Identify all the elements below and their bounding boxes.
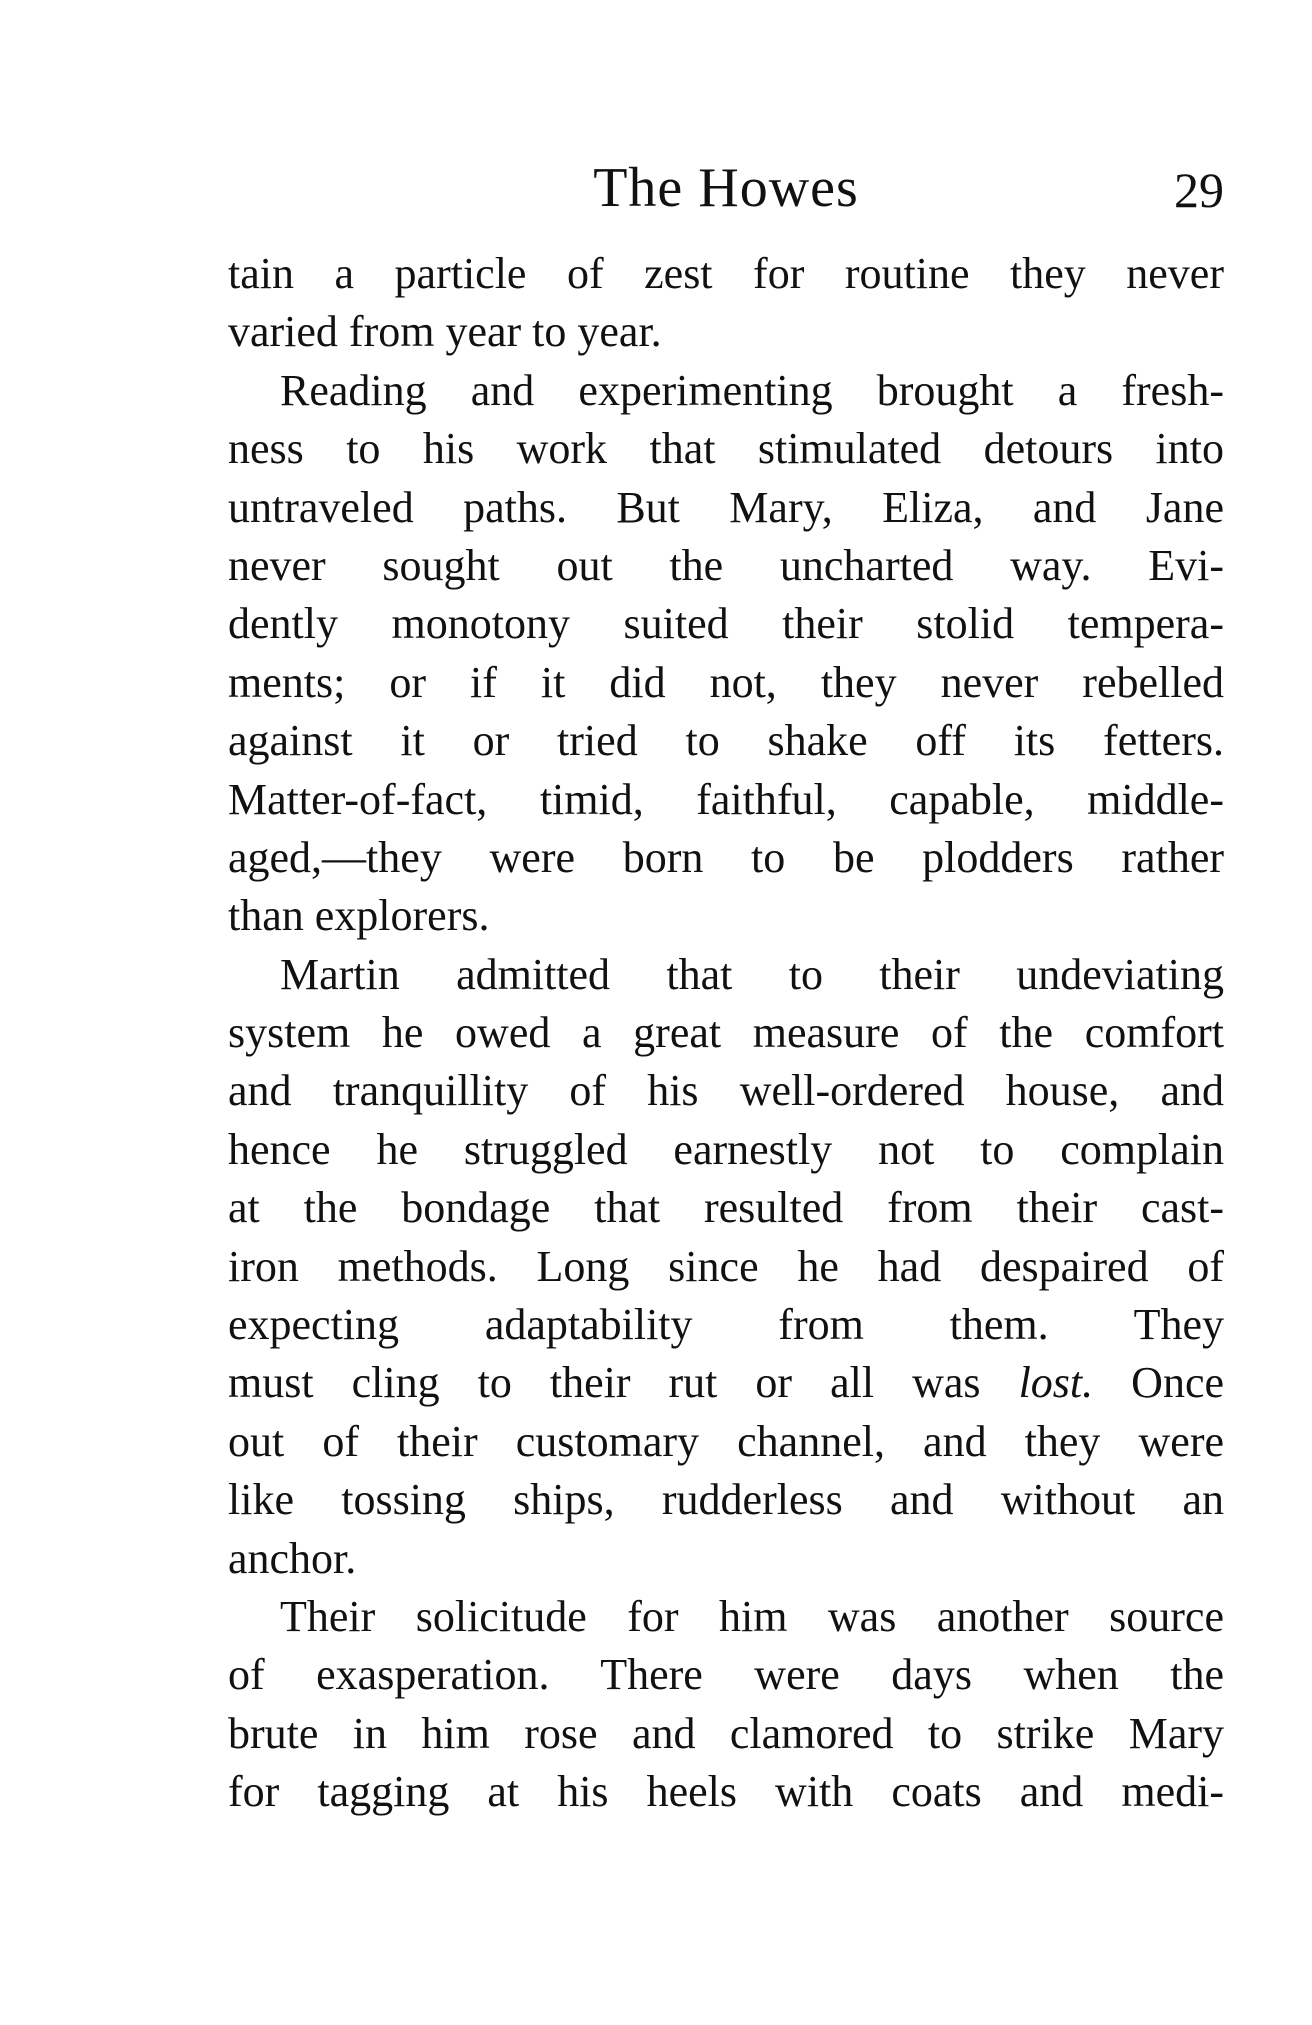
text-line: out of their customary channel, and they were <box>228 1416 1224 1466</box>
page-number: 29 <box>1174 162 1224 218</box>
text-line: of exasperation. There were days when the <box>228 1650 1224 1700</box>
text-line: system he owed a great measure of the comfort <box>228 1008 1224 1058</box>
text-line: dently monotony suited their stolid tempera- <box>228 599 1224 649</box>
text-line: untraveled paths. But Mary, Eliza, and Jane <box>228 482 1224 532</box>
text-line: anchor. <box>228 1533 357 1583</box>
text-line: Reading and experimenting brought a fresh- <box>280 365 1224 415</box>
running-head <box>228 148 1224 228</box>
text-line: than explorers. <box>228 891 490 941</box>
text-line: expecting adaptability from them. They <box>228 1300 1224 1350</box>
text-line: hence he struggled earnestly not to complain <box>228 1124 1224 1174</box>
text-line: tain a particle of zest for routine they never <box>228 249 1224 298</box>
text-line: against it or tried to shake off its fetters. <box>228 716 1224 766</box>
line-segment: must cling to their rut or all was <box>228 1358 1019 1408</box>
text-line: aged,—they were born to be plodders rather <box>228 832 1224 882</box>
text-line: at the bondage that resulted from their cast- <box>228 1183 1224 1233</box>
text-line: never sought out the uncharted way. Evi- <box>228 540 1224 590</box>
text-line: Matter-of-fact, timid, faithful, capable, middle- <box>228 774 1224 824</box>
text-line: varied from year to year. <box>228 307 662 357</box>
line-segment: Once <box>1093 1358 1224 1408</box>
running-title: The Howes <box>593 157 859 219</box>
italic-word: lost. <box>1018 1358 1094 1408</box>
body-text <box>228 245 1224 1822</box>
text-line: for tagging at his heels with coats and medi- <box>228 1767 1224 1817</box>
text-line: ments; or if it did not, they never rebelled <box>228 657 1224 707</box>
text-line: ness to his work that stimulated detours into <box>228 424 1224 474</box>
text-line: and tranquillity of his well-ordered house, and <box>228 1066 1224 1116</box>
text-line: Their solicitude for him was another source <box>280 1591 1224 1641</box>
text-line: Martin admitted that to their undeviating <box>280 949 1224 999</box>
text-line: iron methods. Long since he had despaired of <box>228 1241 1224 1291</box>
text-line: like tossing ships, rudderless and without an <box>228 1475 1224 1525</box>
text-line: brute in him rose and clamored to strike Mary <box>228 1708 1224 1758</box>
text-line <box>228 1354 1224 1412</box>
